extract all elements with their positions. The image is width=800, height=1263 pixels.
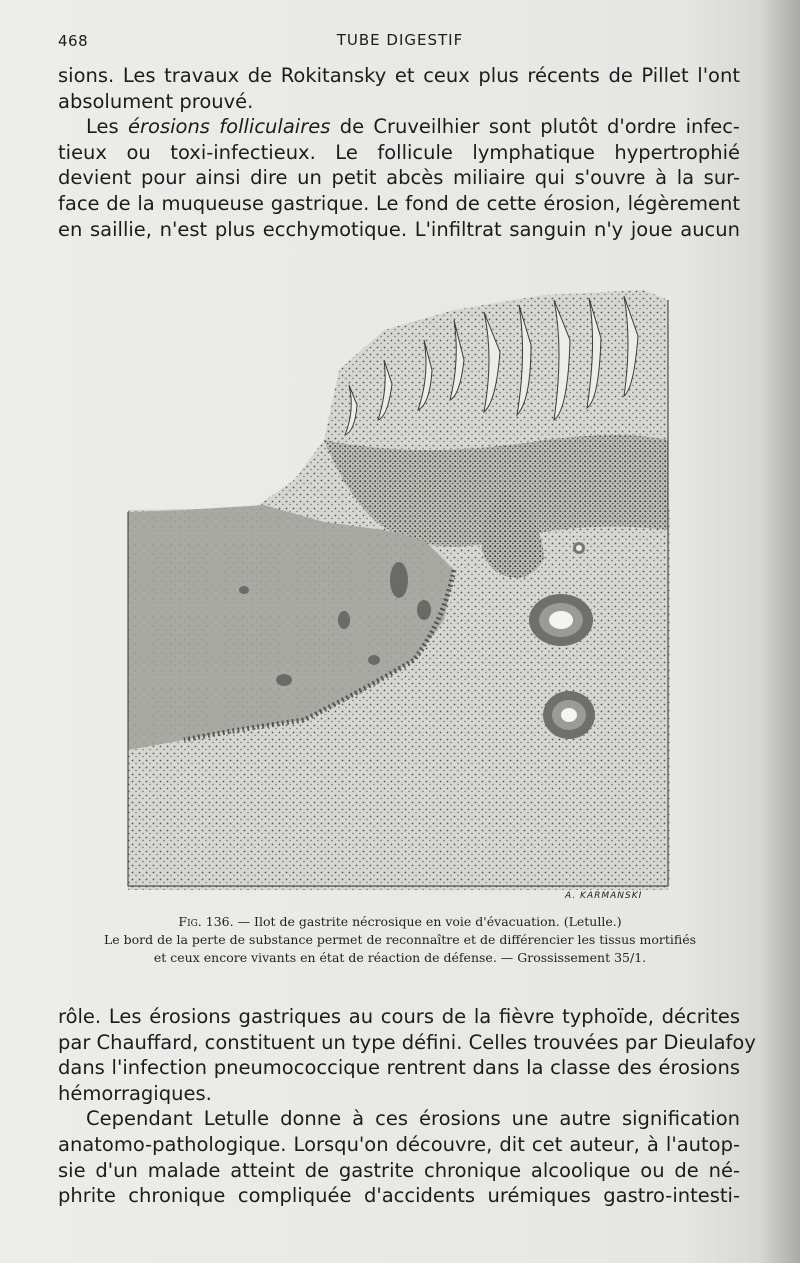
text-block-top	[58, 63, 740, 242]
text-line	[58, 114, 740, 140]
running-head: TUBE DIGESTIF	[336, 31, 464, 49]
caption-line: et ceux encore vivants en état de réaction de défense. — Grossissement 35/1.	[153, 950, 647, 965]
text-line: anatomo-pathologique. Lorsqu'on découvre, dit cet auteur, à l'autop-	[58, 1132, 740, 1156]
figure-label: Fig. 136.	[178, 914, 234, 929]
illustrator-signature: A. KARMANSKI	[565, 891, 643, 901]
text-span: de Cruveilhier sont plutôt d'ordre infec-	[330, 115, 740, 139]
text-line: par Chauffard, constituent un type défini. Celles trouvées par Dieulafoy	[58, 1030, 756, 1054]
text-line: devient pour ainsi dire un petit abcès miliaire qui s'ouvre à la sur-	[58, 166, 740, 190]
page-number: 468	[58, 32, 89, 50]
text-line: hémorragiques.	[58, 1081, 212, 1105]
text-line: sions. Les travaux de Rokitansky et ceux plus récents de Pillet l'ont	[58, 64, 740, 87]
paragraph	[58, 1004, 756, 1106]
text-line: en saillie, n'est plus ecchymotique. L'infiltrat sanguin n'y joue aucun	[58, 217, 740, 241]
caption-title: — Ilot de gastrite nécrosique en voie d'évacuation. (Letulle.)	[233, 914, 622, 929]
histology-figure	[124, 290, 670, 890]
text-line: tieux ou toxi-infectieux. Le follicule lymphatique hypertrophié	[58, 140, 740, 164]
figure-caption	[60, 913, 740, 967]
text-span: Les	[86, 115, 128, 139]
paragraph	[58, 114, 740, 242]
caption-title-line	[60, 913, 740, 931]
text-line: sie d'un malade atteint de gastrite chronique alcoolique ou de né-	[58, 1158, 740, 1182]
caption-line: Le bord de la perte de substance permet de reconnaître et de différencier les tissus mortifiés	[103, 932, 697, 947]
text-line: dans l'infection pneumococcique rentrent dans la classe des érosions	[58, 1056, 740, 1080]
text-line: Cependant Letulle donne à ces érosions une autre signification	[86, 1107, 740, 1131]
text-line: phrite chronique compliquée d'accidents urémiques gastro-intesti-	[58, 1184, 740, 1208]
paragraph	[58, 63, 740, 114]
italic-term: érosions folliculaires	[128, 115, 331, 139]
text-line: absolument prouvé.	[58, 89, 254, 113]
text-line: face de la muqueuse gastrique. Le fond de cette érosion, légèrement	[58, 191, 740, 215]
paragraph	[58, 1106, 740, 1208]
text-line: rôle. Les érosions gastriques au cours de la fièvre typhoïde, décrites	[58, 1005, 740, 1028]
page-gutter-shadow	[760, 0, 800, 1263]
text-block-bottom	[58, 1004, 756, 1209]
histology-engraving	[124, 290, 670, 890]
